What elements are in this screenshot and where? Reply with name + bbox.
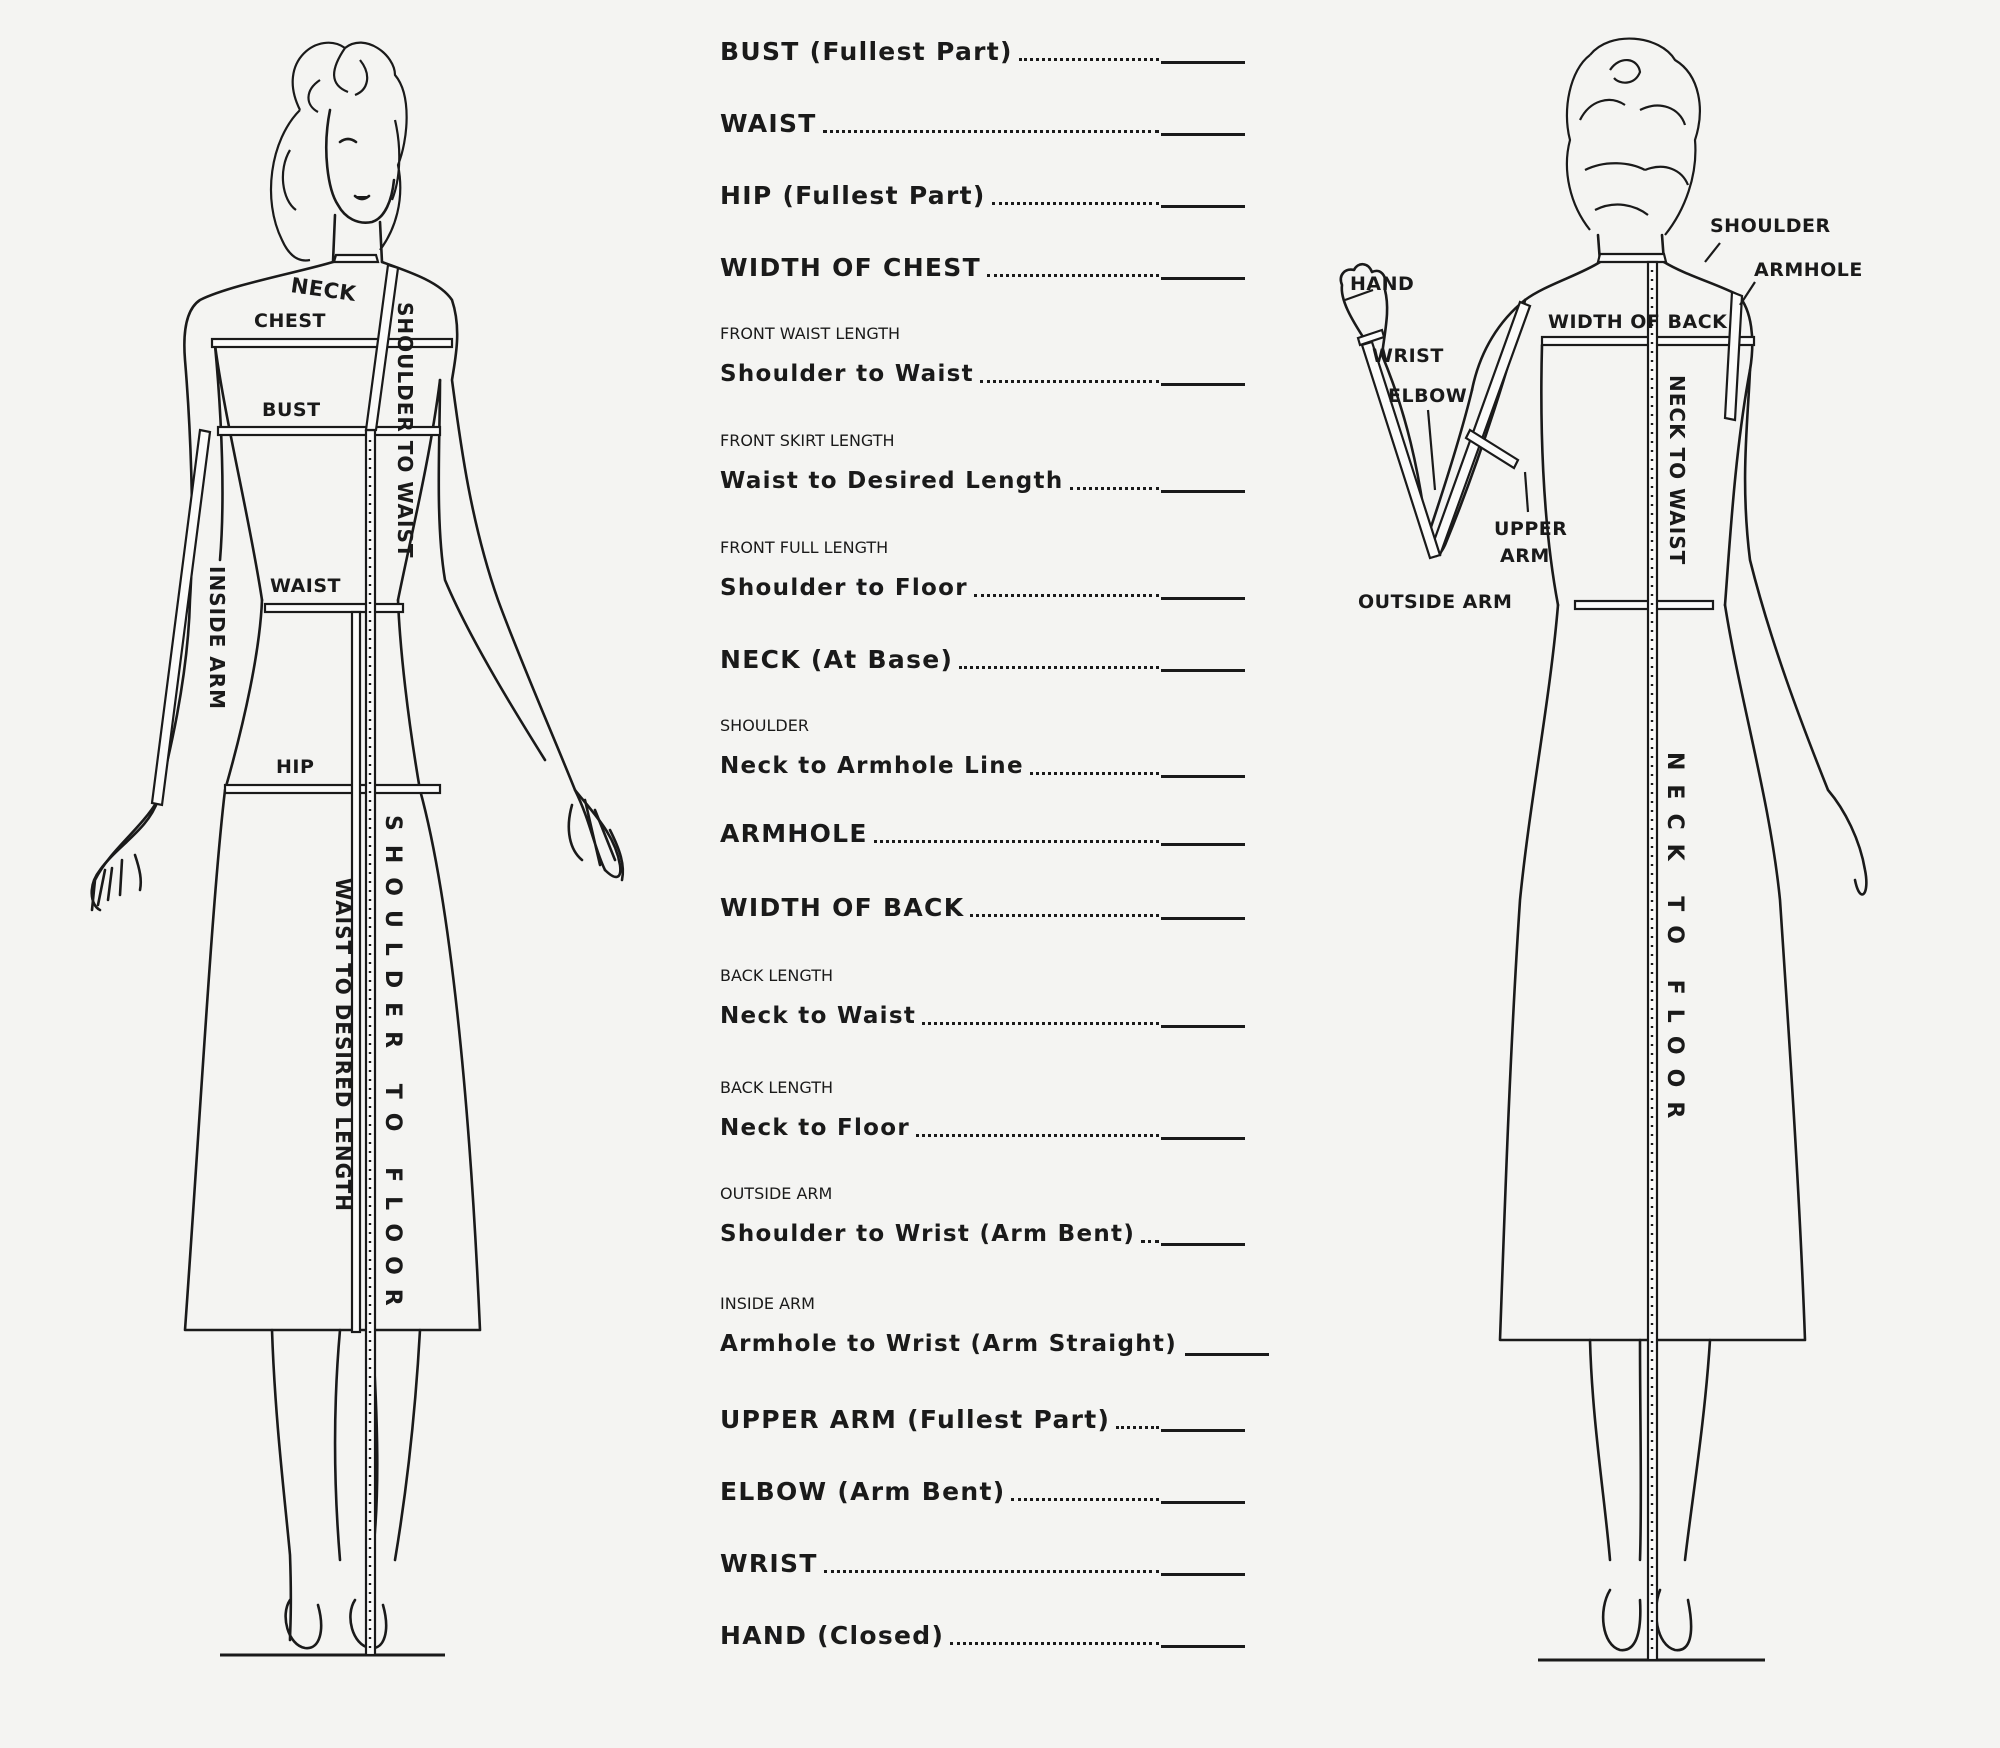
front-mouth bbox=[355, 196, 369, 199]
tape-forearm bbox=[1362, 342, 1440, 558]
leader-dots bbox=[1011, 1498, 1159, 1501]
measurement-row bbox=[720, 1218, 1245, 1250]
measurement-row bbox=[720, 572, 1245, 604]
measurement-title: INSIDE ARM bbox=[720, 1294, 815, 1313]
tape-back-waist bbox=[1575, 601, 1713, 609]
measurement-row bbox=[720, 644, 1245, 676]
measurement-title: UPPER ARM (Fullest Part) bbox=[720, 1405, 1111, 1434]
back-figure-diagram bbox=[1280, 0, 2000, 1748]
back-label-upper-arm-1: UPPER bbox=[1494, 518, 1568, 540]
back-label-outside-arm: OUTSIDE ARM bbox=[1358, 591, 1513, 613]
tape-neck bbox=[334, 255, 378, 262]
leader-dots bbox=[824, 1570, 1159, 1573]
measurement-title: HAND (Closed) bbox=[720, 1621, 945, 1650]
measurement-row bbox=[720, 750, 1245, 782]
leader-dots bbox=[1116, 1426, 1159, 1429]
front-face bbox=[326, 110, 394, 223]
front-label-chest: CHEST bbox=[254, 310, 326, 332]
back-dress-bodice bbox=[1541, 345, 1750, 605]
leader-dots bbox=[959, 666, 1159, 669]
front-right-hand bbox=[569, 790, 623, 880]
leader-dots bbox=[950, 1642, 1159, 1645]
measurement-title: HIP (Fullest Part) bbox=[720, 181, 986, 210]
leader-dots bbox=[970, 914, 1159, 917]
measurement-blank[interactable] bbox=[1161, 1243, 1245, 1246]
measurement-row bbox=[720, 180, 1245, 212]
measurement-subtitle: Shoulder to Wrist (Arm Bent) bbox=[720, 1221, 1136, 1247]
leader-dots bbox=[1141, 1240, 1159, 1243]
front-label-shoulder-to-floor: SHOULDER TO FLOOR bbox=[380, 815, 405, 1320]
back-label-upper-arm-2: ARM bbox=[1500, 545, 1550, 567]
pointer-elbow bbox=[1428, 410, 1435, 490]
measurement-title: WAIST bbox=[720, 109, 817, 138]
tape-waist bbox=[265, 604, 403, 612]
measurement-blank[interactable] bbox=[1161, 1573, 1245, 1576]
measurement-blank[interactable] bbox=[1161, 597, 1245, 600]
measurement-blank[interactable] bbox=[1161, 383, 1245, 386]
tape-back-neck bbox=[1598, 254, 1666, 262]
back-label-hand: HAND bbox=[1350, 273, 1415, 295]
measurement-blank[interactable] bbox=[1161, 1645, 1245, 1648]
front-label-waist-to-length: WAIST TO DESIRED LENGTH bbox=[331, 878, 355, 1213]
front-label-hip: HIP bbox=[276, 756, 315, 778]
tape-inside-arm bbox=[152, 430, 210, 805]
measurement-title: OUTSIDE ARM bbox=[720, 1184, 833, 1203]
measurement-title: WIDTH OF CHEST bbox=[720, 253, 981, 282]
front-left-hand bbox=[92, 800, 158, 910]
measurement-row bbox=[720, 358, 1245, 390]
measurement-blank[interactable] bbox=[1161, 490, 1245, 493]
measurement-row bbox=[720, 1476, 1245, 1508]
measurement-row bbox=[720, 36, 1245, 68]
front-hair bbox=[271, 43, 407, 261]
measurement-blank[interactable] bbox=[1161, 277, 1245, 280]
front-label-bust: BUST bbox=[262, 399, 321, 421]
back-hair bbox=[1567, 39, 1700, 235]
pointer-armhole bbox=[1740, 282, 1755, 305]
front-label-neck: NECK bbox=[289, 273, 358, 307]
measurement-subtitle: Neck to Floor bbox=[720, 1115, 911, 1141]
measurement-blank[interactable] bbox=[1161, 205, 1245, 208]
measurement-row bbox=[720, 1328, 1245, 1360]
front-legs bbox=[272, 1330, 420, 1640]
measurement-blank[interactable] bbox=[1185, 1353, 1269, 1356]
measurement-blank[interactable] bbox=[1161, 133, 1245, 136]
leader-dots bbox=[916, 1134, 1159, 1137]
measurement-blank[interactable] bbox=[1161, 1501, 1245, 1504]
measurement-subtitle: Shoulder to Floor bbox=[720, 575, 968, 601]
measurement-title: WRIST bbox=[720, 1549, 818, 1578]
measurement-title: FRONT SKIRT LENGTH bbox=[720, 431, 895, 450]
back-label-neck-to-waist: NECK TO WAIST bbox=[1665, 375, 1689, 566]
leader-dots bbox=[987, 274, 1159, 277]
front-label-inside-arm: INSIDE ARM bbox=[205, 566, 229, 711]
measurement-subtitle: Neck to Waist bbox=[720, 1003, 917, 1029]
back-label-width-of-back: WIDTH OF BACK bbox=[1548, 311, 1728, 333]
leader-dots bbox=[874, 840, 1159, 843]
measurement-subtitle: Neck to Armhole Line bbox=[720, 753, 1024, 779]
measurement-blank[interactable] bbox=[1161, 917, 1245, 920]
measurement-title: SHOULDER bbox=[720, 716, 809, 735]
measurement-title: BACK LENGTH bbox=[720, 1078, 834, 1097]
measurement-blank[interactable] bbox=[1161, 843, 1245, 846]
measurement-blank[interactable] bbox=[1161, 775, 1245, 778]
measurement-subtitle: Armhole to Wrist (Arm Straight) bbox=[720, 1331, 1178, 1357]
measurement-title: NECK (At Base) bbox=[720, 645, 954, 674]
measurement-blank[interactable] bbox=[1161, 61, 1245, 64]
measurement-title: BACK LENGTH bbox=[720, 966, 834, 985]
measurement-row bbox=[720, 1000, 1245, 1032]
measurement-blank[interactable] bbox=[1161, 1025, 1245, 1028]
front-label-shoulder-to-waist: SHOULDER TO WAIST bbox=[393, 302, 417, 559]
tape-hip bbox=[225, 785, 440, 793]
measurement-blank[interactable] bbox=[1161, 1429, 1245, 1432]
leader-dots bbox=[980, 380, 1159, 383]
leader-dots bbox=[974, 594, 1159, 597]
measurement-row bbox=[720, 252, 1245, 284]
measurement-subtitle: Shoulder to Waist bbox=[720, 361, 974, 387]
leader-dots bbox=[992, 202, 1159, 205]
leader-dots bbox=[922, 1022, 1159, 1025]
measurement-row bbox=[720, 108, 1245, 140]
front-eye bbox=[340, 139, 356, 142]
measurement-blank[interactable] bbox=[1161, 1137, 1245, 1140]
front-figure-diagram bbox=[0, 0, 700, 1748]
measurement-row bbox=[720, 892, 1245, 924]
measurement-row bbox=[720, 1620, 1245, 1652]
tape-armhole bbox=[1725, 292, 1742, 420]
measurement-title: WIDTH OF BACK bbox=[720, 893, 965, 922]
measurement-title: ELBOW (Arm Bent) bbox=[720, 1477, 1006, 1506]
back-label-elbow: ELBOW bbox=[1388, 385, 1468, 407]
tape-shoulder-to-floor bbox=[366, 430, 375, 1655]
back-label-neck-to-floor: NECK TO FLOOR bbox=[1662, 752, 1687, 1133]
measurement-row bbox=[720, 1404, 1245, 1436]
measurement-row bbox=[720, 465, 1245, 497]
pointer-upper-arm bbox=[1525, 472, 1528, 512]
measurement-blank[interactable] bbox=[1161, 669, 1245, 672]
back-label-armhole: ARMHOLE bbox=[1754, 259, 1863, 281]
leader-dots bbox=[1030, 772, 1159, 775]
leader-dots bbox=[1019, 58, 1159, 61]
back-label-wrist: WRIST bbox=[1372, 345, 1444, 367]
measurement-row bbox=[720, 818, 1245, 850]
back-label-shoulder: SHOULDER bbox=[1710, 215, 1831, 237]
front-label-waist: WAIST bbox=[270, 575, 342, 597]
pointer-shoulder bbox=[1705, 243, 1720, 262]
leader-dots bbox=[1070, 487, 1160, 490]
measurement-title: BUST (Fullest Part) bbox=[720, 37, 1013, 66]
leader-dots bbox=[823, 130, 1159, 133]
measurement-subtitle: Waist to Desired Length bbox=[720, 468, 1064, 494]
measurement-row bbox=[720, 1548, 1245, 1580]
measurement-title: FRONT WAIST LENGTH bbox=[720, 324, 900, 343]
measurement-row bbox=[720, 1112, 1245, 1144]
measurement-title: FRONT FULL LENGTH bbox=[720, 538, 889, 557]
measurement-title: ARMHOLE bbox=[720, 819, 868, 848]
